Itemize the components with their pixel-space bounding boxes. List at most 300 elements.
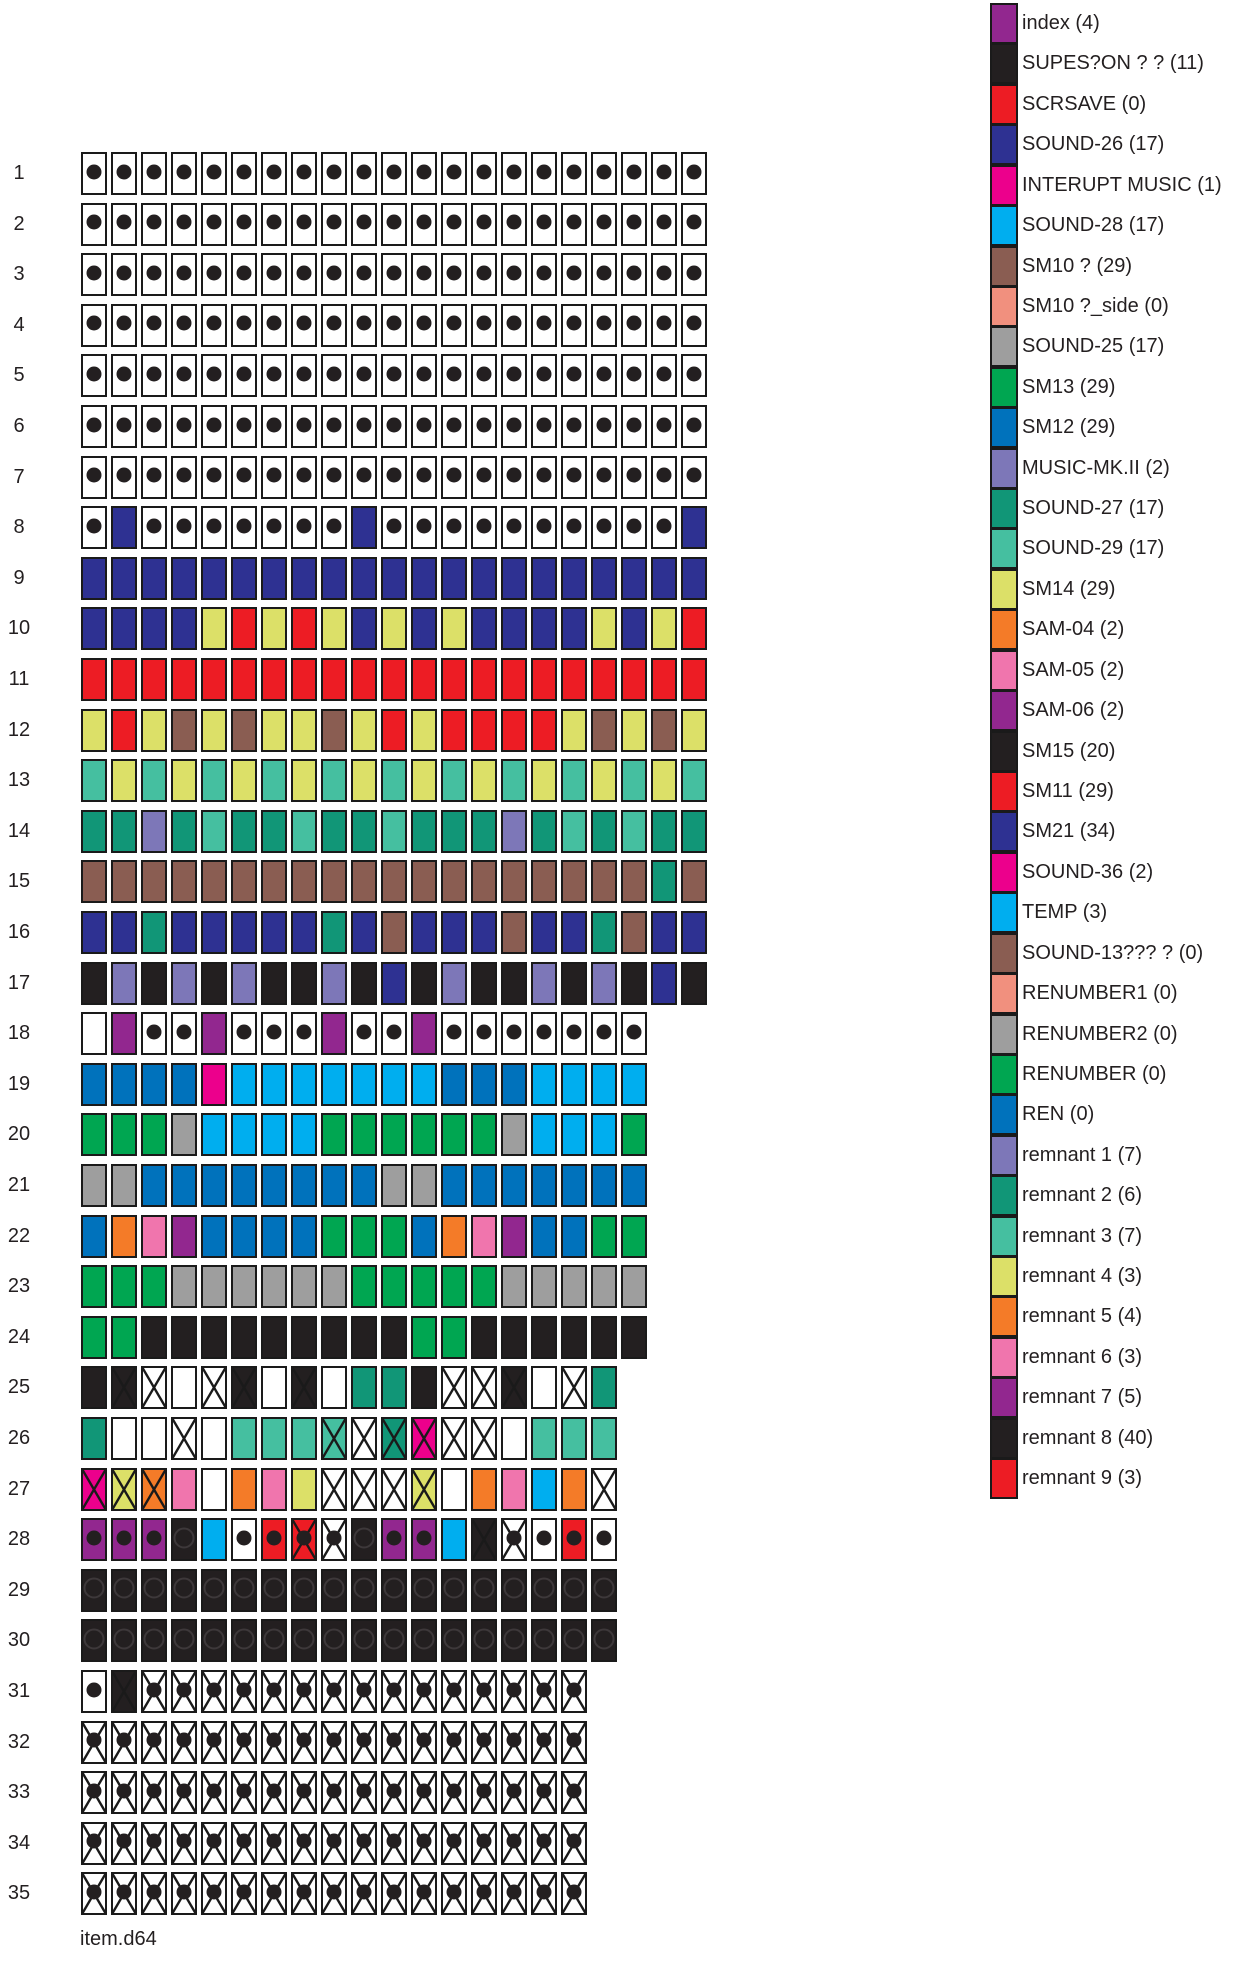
dot-icon <box>87 215 102 230</box>
dot-icon <box>267 468 282 483</box>
sector-cell-t25-s5 <box>231 1366 257 1409</box>
sector-cell-t28-s15 <box>531 1518 557 1561</box>
sector-cell-t16-s7 <box>291 911 317 954</box>
sector-cell-t29-s4 <box>201 1569 227 1612</box>
dot-icon <box>267 518 282 533</box>
sector-cell-t2-s16 <box>561 203 587 246</box>
sector-cell-t22-s5 <box>231 1215 257 1258</box>
legend-swatch <box>990 933 1018 974</box>
sector-cell-t24-s10 <box>381 1316 407 1359</box>
sector-cell-t8-s12 <box>441 506 467 549</box>
sector-cell-t4-s12 <box>441 304 467 347</box>
dot-icon <box>237 1530 252 1545</box>
track-number: 12 <box>7 718 31 741</box>
sector-cell-t5-s5 <box>231 354 257 397</box>
sector-cell-t19-s0 <box>81 1063 107 1106</box>
sector-cell-t34-s6 <box>261 1822 287 1865</box>
sector-cell-t14-s20 <box>681 810 707 853</box>
sector-cell-t4-s20 <box>681 304 707 347</box>
sector-cell-t6-s17 <box>591 405 617 448</box>
dot-icon <box>387 1024 402 1039</box>
ring-icon <box>114 1628 135 1649</box>
sector-cell-t35-s9 <box>351 1872 377 1915</box>
sector-cell-t31-s14 <box>501 1670 527 1713</box>
sector-cell-t6-s12 <box>441 405 467 448</box>
sector-cell-t9-s4 <box>201 557 227 600</box>
legend-label: SM12 (29) <box>1022 416 1116 439</box>
legend-swatch <box>990 1175 1018 1216</box>
sector-cell-t13-s7 <box>291 759 317 802</box>
legend-swatch <box>990 892 1018 933</box>
sector-cell-t11-s8 <box>321 658 347 701</box>
sector-cell-t13-s12 <box>441 759 467 802</box>
sector-cell-t20-s6 <box>261 1113 287 1156</box>
dot-icon <box>507 1884 522 1899</box>
sector-cell-t34-s1 <box>111 1822 137 1865</box>
sector-cell-t2-s2 <box>141 203 167 246</box>
sector-cell-t29-s3 <box>171 1569 197 1612</box>
sector-cell-t32-s11 <box>411 1721 437 1764</box>
legend-label: remnant 6 (3) <box>1022 1345 1143 1368</box>
sector-cell-t5-s17 <box>591 354 617 397</box>
sector-cell-t18-s4 <box>201 1012 227 1055</box>
sector-cell-t33-s12 <box>441 1771 467 1814</box>
sector-cell-t9-s20 <box>681 557 707 600</box>
ring-icon <box>594 1628 615 1649</box>
ring-icon <box>264 1578 285 1599</box>
sector-cell-t22-s2 <box>141 1215 167 1258</box>
dot-icon <box>297 1884 312 1899</box>
dot-icon <box>147 1733 162 1748</box>
sector-cell-t20-s15 <box>531 1113 557 1156</box>
track-number: 4 <box>13 313 25 336</box>
sector-cell-t2-s13 <box>471 203 497 246</box>
dot-icon <box>357 366 372 381</box>
cross-icon <box>442 1418 466 1459</box>
sector-cells <box>81 607 711 650</box>
sector-cell-t20-s9 <box>351 1113 377 1156</box>
dot-icon <box>567 1530 582 1545</box>
sector-cell-t26-s0 <box>81 1417 107 1460</box>
sector-cell-t1-s18 <box>621 152 647 195</box>
sector-cell-t24-s6 <box>261 1316 287 1359</box>
sector-cell-t4-s13 <box>471 304 497 347</box>
track-number: 17 <box>7 971 31 994</box>
cross-icon <box>82 1469 106 1510</box>
sector-cell-t4-s11 <box>411 304 437 347</box>
sector-cell-t35-s10 <box>381 1872 407 1915</box>
dot-icon <box>237 518 252 533</box>
dot-icon <box>507 1530 522 1545</box>
track-number: 1 <box>13 162 25 184</box>
dot-icon <box>417 1733 432 1748</box>
sector-cell-t7-s18 <box>621 456 647 499</box>
track-number: 11 <box>8 668 30 690</box>
track-number: 10 <box>7 617 31 640</box>
sector-cell-t28-s9 <box>351 1518 377 1561</box>
sector-cell-t31-s11 <box>411 1670 437 1713</box>
sector-cell-t10-s12 <box>441 607 467 650</box>
sector-cell-t6-s11 <box>411 405 437 448</box>
dot-icon <box>267 1024 282 1039</box>
cross-icon <box>472 1519 496 1560</box>
sector-cell-t20-s4 <box>201 1113 227 1156</box>
sector-cell-t19-s9 <box>351 1063 377 1106</box>
dot-icon <box>267 366 282 381</box>
sector-cell-t23-s9 <box>351 1265 377 1308</box>
legend-swatch <box>990 973 1018 1014</box>
sector-cell-t8-s19 <box>651 506 677 549</box>
sector-cell-t9-s14 <box>501 557 527 600</box>
dot-icon <box>267 1733 282 1748</box>
sector-cell-t34-s14 <box>501 1822 527 1865</box>
dot-icon <box>447 1682 462 1697</box>
sector-cell-t35-s12 <box>441 1872 467 1915</box>
sector-cell-t24-s11 <box>411 1316 437 1359</box>
sector-cell-t25-s2 <box>141 1366 167 1409</box>
sector-cell-t33-s11 <box>411 1771 437 1814</box>
sector-cell-t6-s7 <box>291 405 317 448</box>
sector-cell-t4-s17 <box>591 304 617 347</box>
sector-cell-t1-s5 <box>231 152 257 195</box>
dot-icon <box>327 265 342 280</box>
sector-cell-t28-s13 <box>471 1518 497 1561</box>
sector-cell-t10-s11 <box>411 607 437 650</box>
dot-icon <box>147 164 162 179</box>
sector-cell-t5-s3 <box>171 354 197 397</box>
sector-cell-t26-s7 <box>291 1417 317 1460</box>
sector-cell-t27-s12 <box>441 1468 467 1511</box>
sector-cell-t3-s11 <box>411 253 437 296</box>
sector-cell-t23-s7 <box>291 1265 317 1308</box>
sector-cell-t30-s16 <box>561 1619 587 1662</box>
legend-label: remnant 1 (7) <box>1022 1143 1143 1166</box>
dot-icon <box>447 1024 462 1039</box>
sector-cell-t22-s7 <box>291 1215 317 1258</box>
dot-icon <box>297 316 312 331</box>
dot-icon <box>267 1884 282 1899</box>
legend-label: SUPES?ON ? ? (11) <box>1022 52 1204 75</box>
sector-cell-t27-s10 <box>381 1468 407 1511</box>
sector-cell-t21-s15 <box>531 1164 557 1207</box>
dot-icon <box>207 1783 222 1798</box>
dot-icon <box>87 366 102 381</box>
sector-cell-t26-s10 <box>381 1417 407 1460</box>
dot-icon <box>237 1024 252 1039</box>
sector-cells <box>81 1012 651 1055</box>
sector-cells <box>81 759 711 802</box>
legend-swatch <box>990 326 1018 367</box>
sector-cell-t30-s11 <box>411 1619 437 1662</box>
sector-cell-t19-s7 <box>291 1063 317 1106</box>
dot-icon <box>297 1834 312 1849</box>
sector-cell-t33-s1 <box>111 1771 137 1814</box>
sector-cell-t16-s5 <box>231 911 257 954</box>
dot-icon <box>417 468 432 483</box>
track-number: 13 <box>7 769 31 792</box>
sector-cell-t7-s13 <box>471 456 497 499</box>
sector-cell-t22-s16 <box>561 1215 587 1258</box>
sector-cell-t9-s6 <box>261 557 287 600</box>
sector-cell-t9-s11 <box>411 557 437 600</box>
sector-cell-t6-s14 <box>501 405 527 448</box>
sector-cell-t1-s9 <box>351 152 377 195</box>
ring-icon <box>534 1628 555 1649</box>
sector-cell-t18-s11 <box>411 1012 437 1055</box>
dot-icon <box>537 1530 552 1545</box>
sector-cell-t4-s4 <box>201 304 227 347</box>
dot-icon <box>117 1783 132 1798</box>
dot-icon <box>207 366 222 381</box>
cross-icon <box>322 1418 346 1459</box>
dot-icon <box>117 1834 132 1849</box>
sector-cell-t31-s8 <box>321 1670 347 1713</box>
dot-icon <box>597 366 612 381</box>
dot-icon <box>207 316 222 331</box>
sector-cell-t19-s17 <box>591 1063 617 1106</box>
ring-icon <box>294 1578 315 1599</box>
ring-icon <box>354 1628 375 1649</box>
sector-cell-t23-s0 <box>81 1265 107 1308</box>
sector-cell-t30-s7 <box>291 1619 317 1662</box>
sector-cell-t13-s11 <box>411 759 437 802</box>
dot-icon <box>537 1783 552 1798</box>
dot-icon <box>687 468 702 483</box>
sector-cell-t21-s4 <box>201 1164 227 1207</box>
sector-cell-t14-s8 <box>321 810 347 853</box>
sector-cell-t9-s3 <box>171 557 197 600</box>
dot-icon <box>597 468 612 483</box>
sector-cell-t2-s10 <box>381 203 407 246</box>
sector-cell-t4-s7 <box>291 304 317 347</box>
sector-cell-t21-s6 <box>261 1164 287 1207</box>
sector-cell-t5-s4 <box>201 354 227 397</box>
legend-label: SM14 (29) <box>1022 577 1116 600</box>
sector-cell-t28-s6 <box>261 1518 287 1561</box>
sector-cell-t25-s10 <box>381 1366 407 1409</box>
cross-icon <box>112 1469 136 1510</box>
dot-icon <box>567 518 582 533</box>
ring-icon <box>414 1628 435 1649</box>
dot-icon <box>297 164 312 179</box>
sector-cell-t4-s9 <box>351 304 377 347</box>
dot-icon <box>357 215 372 230</box>
dot-icon <box>567 417 582 432</box>
sector-cell-t28-s7 <box>291 1518 317 1561</box>
dot-icon <box>507 366 522 381</box>
sector-cell-t26-s5 <box>231 1417 257 1460</box>
dot-icon <box>387 518 402 533</box>
sector-cell-t5-s15 <box>531 354 557 397</box>
dot-icon <box>237 215 252 230</box>
track-number: 9 <box>13 566 25 589</box>
dot-icon <box>477 1682 492 1697</box>
dot-icon <box>117 164 132 179</box>
sector-cell-t18-s14 <box>501 1012 527 1055</box>
dot-icon <box>177 417 192 432</box>
dot-icon <box>417 1834 432 1849</box>
sector-cell-t4-s3 <box>171 304 197 347</box>
sector-cell-t14-s18 <box>621 810 647 853</box>
ring-icon <box>594 1578 615 1599</box>
dot-icon <box>477 1024 492 1039</box>
sector-cells <box>81 1721 591 1764</box>
sector-cell-t21-s14 <box>501 1164 527 1207</box>
sector-cell-t24-s16 <box>561 1316 587 1359</box>
sector-cell-t4-s1 <box>111 304 137 347</box>
sector-cell-t17-s6 <box>261 962 287 1005</box>
sector-cell-t35-s8 <box>321 1872 347 1915</box>
sector-cells <box>81 506 711 549</box>
dot-icon <box>687 164 702 179</box>
legend-swatch <box>990 448 1018 489</box>
dot-icon <box>147 518 162 533</box>
dot-icon <box>447 417 462 432</box>
cross-icon <box>142 1367 166 1408</box>
sector-cell-t32-s4 <box>201 1721 227 1764</box>
dot-icon <box>537 366 552 381</box>
sector-cell-t18-s13 <box>471 1012 497 1055</box>
sector-cells <box>81 709 711 752</box>
sector-cell-t22-s3 <box>171 1215 197 1258</box>
legend-label: remnant 5 (4) <box>1022 1305 1143 1328</box>
sector-cell-t28-s16 <box>561 1518 587 1561</box>
sector-cell-t26-s1 <box>111 1417 137 1460</box>
legend-label: SOUND-13??? ? (0) <box>1022 941 1204 964</box>
sector-cell-t16-s8 <box>321 911 347 954</box>
sector-cell-t5-s13 <box>471 354 497 397</box>
sector-cell-t1-s16 <box>561 152 587 195</box>
sector-cell-t30-s4 <box>201 1619 227 1662</box>
sector-cells <box>81 1468 621 1511</box>
sector-cell-t27-s2 <box>141 1468 167 1511</box>
sector-cell-t22-s1 <box>111 1215 137 1258</box>
legend-label: SOUND-28 (17) <box>1022 214 1165 237</box>
sector-cell-t22-s12 <box>441 1215 467 1258</box>
sector-cell-t32-s2 <box>141 1721 167 1764</box>
sector-cell-t13-s6 <box>261 759 287 802</box>
sector-cell-t25-s7 <box>291 1366 317 1409</box>
dot-icon <box>537 468 552 483</box>
sector-cell-t10-s17 <box>591 607 617 650</box>
dot-icon <box>87 518 102 533</box>
sector-cell-t17-s10 <box>381 962 407 1005</box>
sector-cell-t24-s4 <box>201 1316 227 1359</box>
ring-icon <box>444 1628 465 1649</box>
sector-cell-t16-s16 <box>561 911 587 954</box>
sector-cells <box>81 962 711 1005</box>
legend-swatch <box>990 690 1018 731</box>
sector-cell-t2-s5 <box>231 203 257 246</box>
sector-cell-t12-s20 <box>681 709 707 752</box>
sector-cell-t16-s15 <box>531 911 557 954</box>
sector-cell-t19-s4 <box>201 1063 227 1106</box>
sector-cell-t1-s19 <box>651 152 677 195</box>
sector-cell-t32-s7 <box>291 1721 317 1764</box>
sector-cell-t31-s12 <box>441 1670 467 1713</box>
sector-cells <box>81 1215 651 1258</box>
sector-cell-t19-s1 <box>111 1063 137 1106</box>
dot-icon <box>597 1530 612 1545</box>
sector-cell-t26-s6 <box>261 1417 287 1460</box>
sector-cell-t30-s5 <box>231 1619 257 1662</box>
cross-icon <box>382 1418 406 1459</box>
sector-cell-t12-s9 <box>351 709 377 752</box>
sector-cell-t20-s17 <box>591 1113 617 1156</box>
sector-cell-t20-s14 <box>501 1113 527 1156</box>
cross-icon <box>472 1418 496 1459</box>
sector-cell-t31-s4 <box>201 1670 227 1713</box>
ring-icon <box>84 1628 105 1649</box>
sector-cell-t33-s5 <box>231 1771 257 1814</box>
sector-cell-t19-s6 <box>261 1063 287 1106</box>
sector-cell-t15-s3 <box>171 860 197 903</box>
sector-cell-t15-s17 <box>591 860 617 903</box>
sector-cell-t15-s8 <box>321 860 347 903</box>
sector-cell-t11-s13 <box>471 658 497 701</box>
ring-icon <box>144 1628 165 1649</box>
dot-icon <box>507 1834 522 1849</box>
dot-icon <box>627 316 642 331</box>
dot-icon <box>117 468 132 483</box>
sector-cell-t22-s15 <box>531 1215 557 1258</box>
sector-cell-t25-s14 <box>501 1366 527 1409</box>
sector-cell-t30-s1 <box>111 1619 137 1662</box>
dot-icon <box>627 518 642 533</box>
sector-cell-t18-s0 <box>81 1012 107 1055</box>
sector-cell-t8-s10 <box>381 506 407 549</box>
dot-icon <box>267 265 282 280</box>
sector-cell-t34-s0 <box>81 1822 107 1865</box>
cross-icon <box>352 1469 376 1510</box>
sector-cell-t4-s15 <box>531 304 557 347</box>
sector-cell-t23-s18 <box>621 1265 647 1308</box>
dot-icon <box>447 1733 462 1748</box>
sector-cell-t11-s6 <box>261 658 287 701</box>
sector-cell-t13-s4 <box>201 759 227 802</box>
cross-icon <box>112 1367 136 1408</box>
sector-cell-t19-s14 <box>501 1063 527 1106</box>
sector-cell-t3-s4 <box>201 253 227 296</box>
dot-icon <box>297 1682 312 1697</box>
dot-icon <box>357 417 372 432</box>
sector-cell-t27-s15 <box>531 1468 557 1511</box>
sector-cell-t19-s13 <box>471 1063 497 1106</box>
dot-icon <box>207 215 222 230</box>
sector-cells <box>81 456 711 499</box>
dot-icon <box>477 1834 492 1849</box>
dot-icon <box>237 1783 252 1798</box>
sector-cell-t9-s9 <box>351 557 377 600</box>
sector-cell-t3-s19 <box>651 253 677 296</box>
sector-cell-t35-s16 <box>561 1872 587 1915</box>
sector-cell-t11-s17 <box>591 658 617 701</box>
ring-icon <box>474 1628 495 1649</box>
dot-icon <box>297 468 312 483</box>
sector-cell-t33-s13 <box>471 1771 497 1814</box>
sector-cell-t32-s12 <box>441 1721 467 1764</box>
dot-icon <box>87 1783 102 1798</box>
sector-cell-t28-s0 <box>81 1518 107 1561</box>
sector-cell-t8-s18 <box>621 506 647 549</box>
sector-cell-t3-s15 <box>531 253 557 296</box>
sector-cell-t8-s5 <box>231 506 257 549</box>
dot-icon <box>537 1733 552 1748</box>
sector-cell-t12-s7 <box>291 709 317 752</box>
dot-icon <box>687 366 702 381</box>
sector-cell-t20-s16 <box>561 1113 587 1156</box>
sector-cell-t29-s14 <box>501 1569 527 1612</box>
